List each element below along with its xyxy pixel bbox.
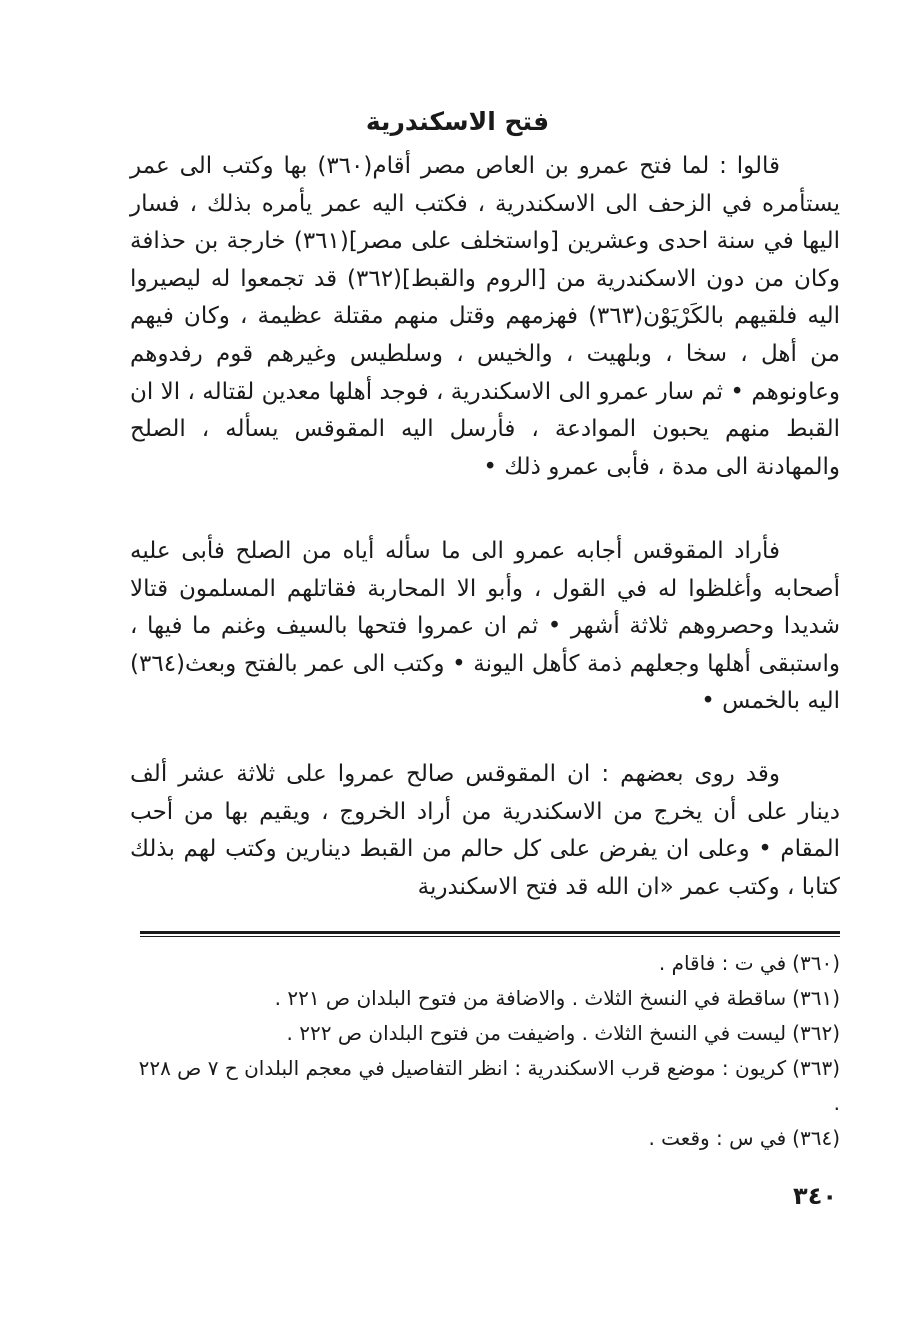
footnote-number: (٣٦٣) bbox=[792, 1056, 840, 1080]
footnote-divider-thin bbox=[140, 936, 840, 937]
footnote-361 bbox=[130, 981, 840, 1016]
footnote-number: (٣٦١) bbox=[792, 986, 840, 1010]
footnote-362 bbox=[130, 1016, 840, 1051]
footnote-text: في ت : فاقام . bbox=[658, 951, 787, 975]
footnote-text: ساقطة في النسخ الثلاث . والاضافة من فتوح البلدان ص ٢٢١ . bbox=[274, 986, 787, 1010]
footnotes bbox=[130, 946, 840, 1156]
footnote-360 bbox=[130, 946, 840, 981]
page-number: ٣٤٠ bbox=[793, 1182, 837, 1210]
footnote-363 bbox=[130, 1051, 840, 1121]
footnote-number: (٣٦٤) bbox=[792, 1126, 840, 1150]
chapter-title: فتح الاسكندرية bbox=[365, 107, 550, 136]
footnote-number: (٣٦٢) bbox=[792, 1021, 840, 1045]
paragraph-2: فأراد المقوقس أجابه عمرو الى ما سأله أياه من الصلح فأبى عليه أصحابه وأغلظوا له في القول ، وأبو الا المحاربة فقاتلهم المسلمون قتالا شديدا وحصروهم ثلاثة أشهر • ثم ان عمروا فتحها بالسيف وغنم ما فيها ، واستبقى أهلها وجعلهم ذمة كأهل اليونة • وكتب الى عمر بالفتح وبعث(٣٦٤) اليه بالخمس • bbox=[130, 538, 840, 715]
paragraph-3: وقد روى بعضهم : ان المقوقس صالح عمروا على ثلاثة عشر ألف دينار على أن يخرج من الاسكندرية من أراد الخروج ، ويقيم بها من أحب المقام • وعلى ان يفرض على كل حالم من القبط دينارين وكتب لهم بذلك كتابا ، وكتب عمر «ان الله قد فتح الاسكندرية bbox=[130, 761, 840, 900]
footnote-number: (٣٦٠) bbox=[792, 951, 840, 975]
footnote-text: في س : وقعت . bbox=[648, 1126, 787, 1150]
paragraph-1: قالوا : لما فتح عمرو بن العاص مصر أقام(٣٦٠) بها وكتب الى عمر يستأمره في الزحف الى الاسكندرية ، فكتب اليه عمر يأمره بذلك ، فسار اليها في سنة احدى وعشرين [واستخلف على مصر](٣٦١) خارجة بن حذافة وكان من دون الاسكندرية من [الروم والقبط](٣٦٢) قد تجمعوا له ليصيروا اليه فلقيهم بالكَرْيَوْن(٣٦٣) فهزمهم وقتل منهم مقتلة عظيمة ، وكان فيهم من أهل ، سخا ، وبلهيت ، والخيس ، وسلطيس وغيرهم قوم رفدوهم وعاونوهم • ثم سار عمرو الى الاسكندرية ، فوجد أهلها معدين لقتاله ، الا ان القبط منهم يحبون الموادعة ، فأرسل اليه المقوقس يسأله ، الصلح والمهادنة الى مدة ، فأبى عمرو ذلك • bbox=[130, 153, 841, 480]
footnote-text: ليست في النسخ الثلاث . واضيفت من فتوح البلدان ص ٢٢٢ . bbox=[286, 1021, 787, 1045]
footnote-364 bbox=[130, 1121, 840, 1156]
footnote-divider bbox=[140, 931, 840, 934]
footnote-text: كريون : موضع قرب الاسكندرية : انظر التفاصيل في معجم البلدان ح ٧ ص ٢٢٨ . bbox=[138, 1056, 840, 1115]
